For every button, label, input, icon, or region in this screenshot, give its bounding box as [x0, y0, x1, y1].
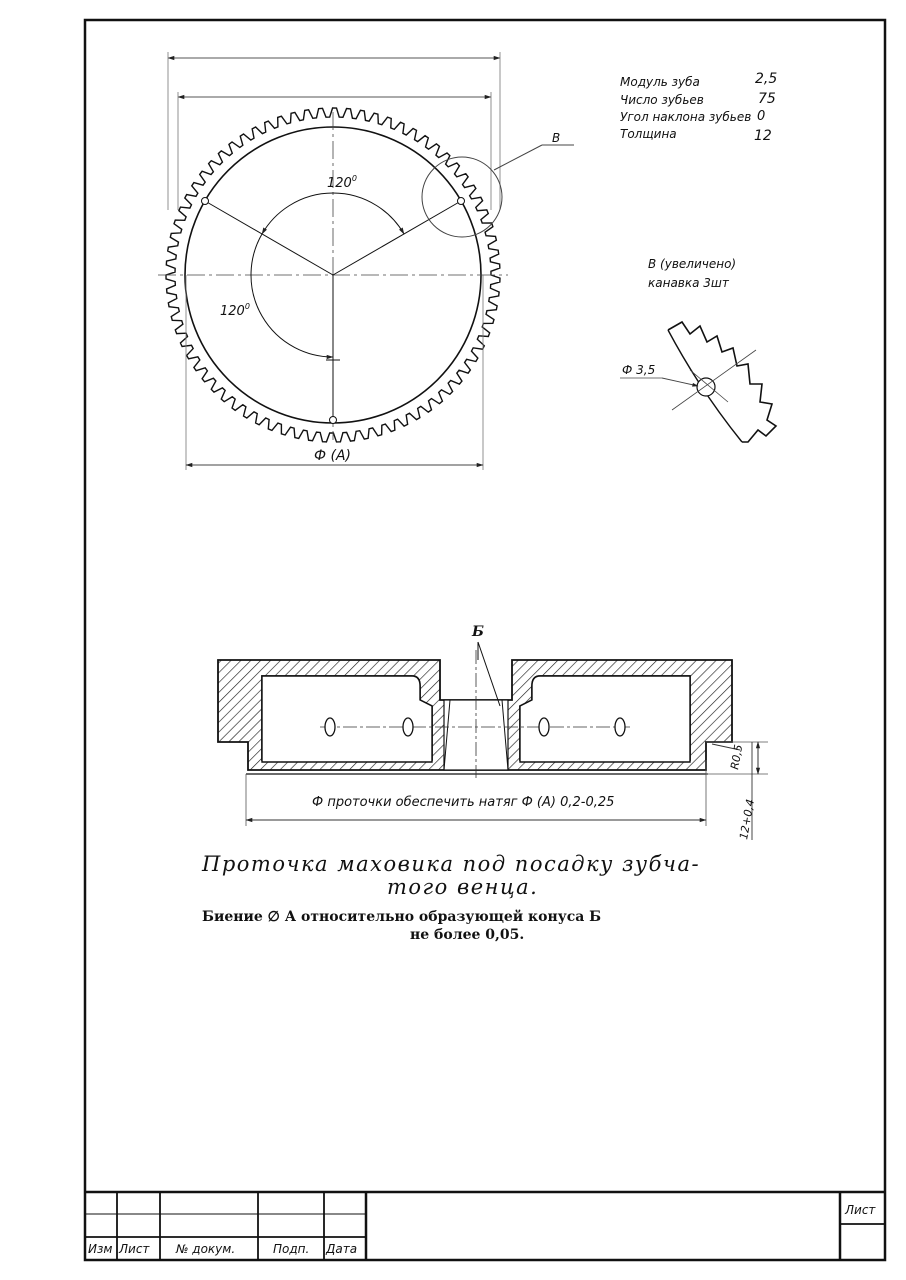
detail-hole-label: Ф 3,5	[622, 363, 656, 377]
diameter-label: Ф (А)	[314, 448, 352, 464]
stamp-col-izm: Изм	[88, 1242, 113, 1256]
param-module-label: Модуль зуба	[620, 75, 700, 89]
gear-parameters	[620, 71, 777, 144]
gear-view	[158, 52, 574, 470]
param-module-value: 2,5	[755, 71, 778, 87]
detail-callout-circle	[422, 157, 502, 237]
caption-line3: Биение ∅ А относительно образующей конуса Б	[202, 909, 602, 925]
angle-left-label: $120^0$	[220, 302, 250, 319]
stamp-col-podp: Подп.	[273, 1242, 310, 1256]
cone-label: Б	[472, 624, 484, 640]
stamp-sheet-label: Лист	[845, 1203, 876, 1217]
param-teeth-label: Число зубьев	[620, 93, 704, 107]
caption-line2: того венца.	[387, 875, 539, 899]
dim-right-small: R0,5	[728, 743, 746, 771]
param-thickness-label: Толщина	[620, 127, 677, 141]
stamp-col-list: Лист	[119, 1242, 150, 1256]
param-thickness-value: 12	[754, 128, 772, 144]
detail-ref-label: В	[552, 131, 561, 145]
flywheel-section	[218, 624, 768, 841]
dim-note: Ф проточки обеспечить натяг Ф (А) 0,2-0,25	[312, 795, 615, 810]
detail-title: В (увеличено)	[648, 257, 737, 271]
detail-subtitle: канавка 3шт	[648, 276, 729, 290]
caption-line4: не более 0,05.	[410, 927, 525, 943]
angle-top-label: $120^0$	[327, 174, 357, 191]
detail-view	[620, 257, 776, 442]
sheet-frame	[85, 20, 885, 1260]
param-teeth-value: 75	[758, 91, 776, 107]
dim-right-big: 12+0,4	[737, 798, 758, 841]
caption-line1: Проточка маховика под посадку зубча-	[202, 852, 701, 876]
param-angle-label: Угол наклона зубьев	[620, 110, 752, 124]
stamp-col-doc: № докум.	[176, 1242, 236, 1256]
caption	[201, 852, 700, 943]
stamp-col-date: Дата	[326, 1242, 358, 1256]
param-angle-value: 0	[757, 109, 766, 124]
